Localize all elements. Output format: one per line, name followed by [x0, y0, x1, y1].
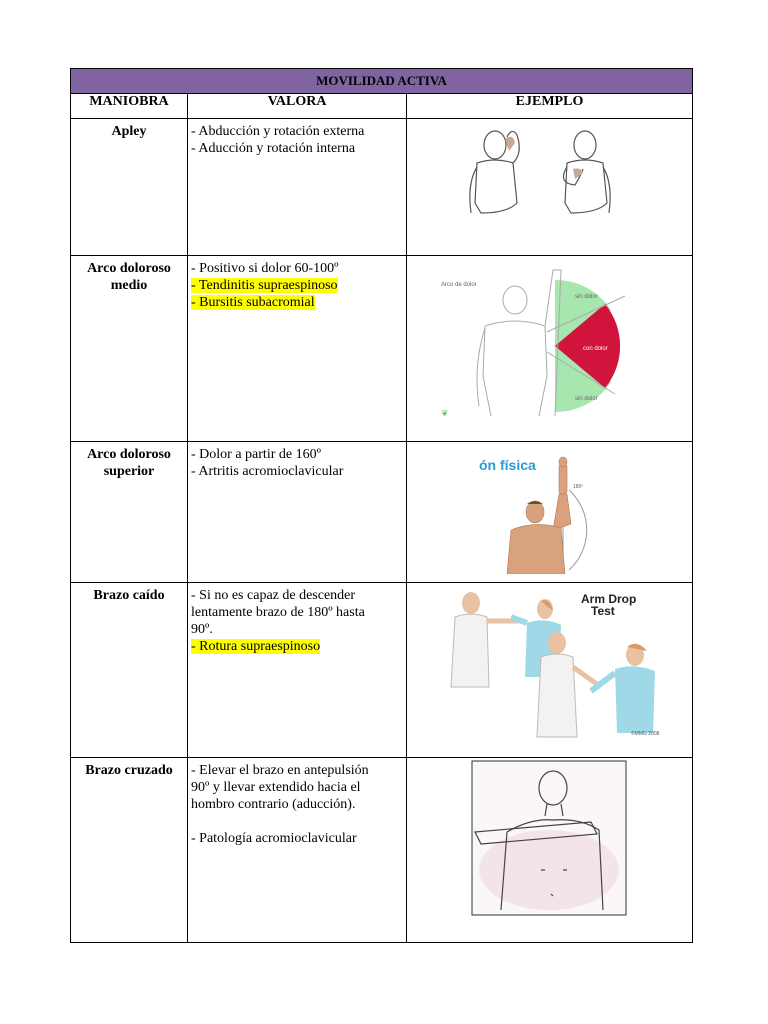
- maniobra-name: Brazo caído: [93, 588, 165, 603]
- upper-arc-illustration: [477, 450, 627, 574]
- maniobra-cell: [71, 442, 188, 583]
- header-ejemplo: EJEMPLO: [407, 94, 693, 119]
- valora-line: lentamente brazo de 180º hasta: [191, 605, 365, 620]
- banner-text: ón física: [479, 457, 536, 473]
- valora-line: - Aducción y rotación interna: [191, 141, 356, 156]
- valora-line: - Elevar el brazo en antepulsión: [191, 763, 369, 778]
- valora-line: - Si no es capaz de descender: [191, 588, 356, 603]
- maniobra-name: medio: [110, 278, 148, 293]
- valora-cell: [188, 256, 407, 442]
- ejemplo-cell: [407, 119, 693, 256]
- ejemplo-cell: [407, 758, 693, 943]
- movilidad-activa-table: [70, 68, 693, 943]
- valora-line: 90º y llevar extendido hacia el: [191, 780, 361, 795]
- ejemplo-cell: [407, 583, 693, 758]
- table-row: [71, 442, 693, 583]
- valora-cell: [188, 583, 407, 758]
- angle-label: 180º: [573, 484, 584, 490]
- table-row: [71, 256, 693, 442]
- valora-line: hombro contrario (aducción).: [191, 797, 356, 812]
- table-row: [71, 758, 693, 943]
- pain-label: con dolor: [583, 346, 608, 352]
- table-row: [71, 119, 693, 256]
- no-pain-bottom-label: sin dolor: [575, 396, 598, 402]
- valora-line: 90º.: [191, 622, 213, 637]
- maniobra-name: Apley: [111, 124, 147, 139]
- header-valora: VALORA: [188, 94, 407, 119]
- copyright-text: ©MMG 2008: [631, 731, 660, 737]
- logo-mark: ❦: [441, 408, 449, 418]
- arm-drop-title-1: Arm Drop: [581, 592, 637, 606]
- valora-line: - Artritis acromioclavicular: [191, 464, 344, 479]
- maniobra-name: Arco doloroso: [87, 447, 171, 462]
- cross-arm-illustration: [471, 760, 627, 916]
- maniobra-cell: [71, 583, 188, 758]
- valora-line: - Rotura supraespinoso: [191, 639, 321, 654]
- valora-line: - Tendinitis supraespinoso: [191, 278, 338, 293]
- maniobra-name: superior: [103, 464, 155, 479]
- valora-line: - Abducción y rotación externa: [191, 124, 365, 139]
- arc-label: Arco de dolor: [441, 282, 477, 288]
- apley-illustration: [457, 123, 637, 223]
- no-pain-top-label: sin dolor: [575, 294, 598, 300]
- maniobra-name: Arco doloroso: [87, 261, 171, 276]
- maniobra-cell: [71, 758, 188, 943]
- painful-arc-illustration: [435, 266, 665, 426]
- valora-cell: [188, 119, 407, 256]
- valora-gap: [191, 813, 403, 830]
- ejemplo-cell: [407, 256, 693, 442]
- arm-drop-illustration: [441, 587, 681, 747]
- header-maniobra: MANIOBRA: [71, 94, 188, 119]
- maniobra-cell: [71, 256, 188, 442]
- table-row: [71, 583, 693, 758]
- valora-cell: [188, 758, 407, 943]
- valora-line: - Positivo si dolor 60-100º: [191, 261, 339, 276]
- valora-line: - Bursitis subacromial: [191, 295, 315, 310]
- maniobra-name: Brazo cruzado: [85, 763, 173, 778]
- valora-cell: [188, 442, 407, 583]
- maniobra-cell: [71, 119, 188, 256]
- valora-line: - Patología acromioclavicular: [191, 831, 357, 846]
- valora-line: - Dolor a partir de 160º: [191, 447, 321, 462]
- arm-drop-title-2: Test: [591, 604, 615, 618]
- ejemplo-cell: [407, 442, 693, 583]
- table-title: MOVILIDAD ACTIVA: [71, 69, 693, 94]
